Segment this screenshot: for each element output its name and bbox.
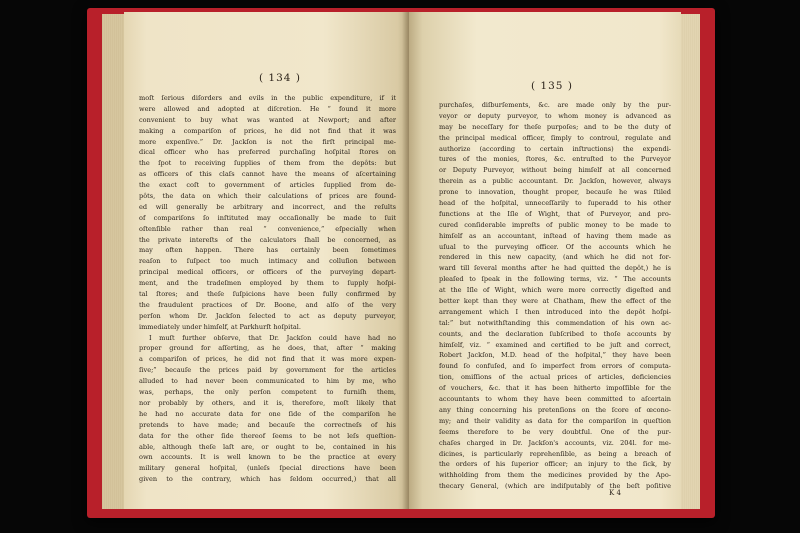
text-line: tal:” but notwithſtanding this commendation of his own ac- <box>439 318 671 327</box>
text-line: counts, and the declaration ſubſcribed to thoſe accounts by <box>439 329 671 338</box>
text-line: accountants to whom they have been committed to aſcertain <box>439 395 671 404</box>
text-line: ward till ſeveral months after he had quitted the depôt,) he is <box>439 264 671 273</box>
text-line: military general hoſpital, (unleſs ſpecial directions have been <box>139 464 396 473</box>
text-line: the orders of his ſuperior officer; an injury to the ſick, by <box>439 460 671 469</box>
page-text <box>439 100 671 492</box>
text-line: making a compariſon of prices, he did not find that it was <box>139 126 396 135</box>
text-line: immediately under himſelf, at Parkhurſt hoſpital. <box>139 322 301 331</box>
text-line: oſtenſible rather than real “ convenience,” eſpecially when <box>139 224 396 233</box>
text-line: able, although theſe laſt are, or ought to be, contained in his <box>139 442 396 451</box>
text-line: tures of the monies, ſtores, &c. entruſted to the Purveyor <box>439 155 671 164</box>
text-line: principal medical officers, or officers of the purveying depart- <box>139 268 396 277</box>
text-line: cured conſiderable impreſts of public money to be made to <box>439 220 671 229</box>
text-line: himſelf as an accountant, inſtead of having them made as <box>439 231 671 240</box>
text-line: thecary General, (which are indiſputably of the beſt poſitive <box>439 482 671 491</box>
text-line: uſual to the purveying officer. Of the accounts which he <box>439 242 671 251</box>
text-line: I muſt further obſerve, that Dr. Jackſon could have had no <box>149 333 396 342</box>
page-number: ( 134 ) <box>259 72 301 84</box>
text-line: dicines, is particularly reprehenſible, as being a breach of <box>439 449 671 458</box>
text-line: at the Iſle of Wight, which were more correctly digeſted and <box>439 286 671 295</box>
text-line: convenient to buy what was wanted at Newport; and after <box>139 115 396 124</box>
text-line: he had no accurate data for one ſide of the compariſon he <box>139 409 396 418</box>
text-line: data for the other ſide thereof ſeems to be not leſs queſtion- <box>139 431 396 440</box>
signature-mark: K 4 <box>609 489 621 497</box>
text-line: veyor or deputy purveyor, to whom money is advanced as <box>439 111 671 120</box>
page-block-edge-left <box>102 14 126 509</box>
text-line: the private intereſts of the calculators ſhall be concerned, as <box>139 235 396 244</box>
text-line: more expenſive.” Dr. Jackſon is not the firſt principal me- <box>139 137 396 146</box>
text-line: withholding from them the medicines provided by the Apo- <box>439 471 671 480</box>
page-block-edge-right <box>680 14 700 509</box>
text-line: ment, and the tradeſmen employed by them to ſupply hoſpi- <box>139 279 396 288</box>
text-line: therein as a public accountant. Dr. Jackſon, however, always <box>439 177 671 186</box>
text-line: given to the contrary, which has ſeldom occurred,) that all <box>139 475 396 484</box>
text-line: himſelf, viz. “ examined and certified to be juſt and correct, <box>439 340 671 349</box>
text-line: the ſpot to receiving ſupplies of them from the depôts: but <box>139 159 396 168</box>
text-line: pretends to have made; and becauſe the correctneſs of his <box>139 420 396 429</box>
text-line: arrangement which I then introduced into the depôt hoſpi- <box>439 307 671 316</box>
text-line: the exact coſt to government of articles ſupplied from de- <box>139 181 396 190</box>
text-line: ſeems therefore to be very doubtful. One of the pur- <box>439 427 671 436</box>
text-line: as officers of this claſs cannot have the means of aſcertaining <box>139 170 396 179</box>
text-line: tion, omiſſions of the actual prices of articles, deficiencies <box>439 373 671 382</box>
text-line: ed will generally be arbitrary and incorrect, and the reſults <box>139 202 396 211</box>
text-line: or Deputy Purveyor, without being himſelf at all concerned <box>439 166 671 175</box>
text-line: chaſes charged in Dr. Jackſon's accounts, viz. 204l. for me- <box>439 438 671 447</box>
page-number: ( 135 ) <box>531 80 573 92</box>
text-line: alluded to had never been communicated to him by me, who <box>139 377 396 386</box>
text-line: Robert Jackſon, M.D. head of the hoſpital,” they have been <box>439 351 671 360</box>
text-line: purchaſes, diſburſements, &c. are made only by the pur- <box>439 101 671 109</box>
text-line: my; and their validity as data for the compariſon in queſtion <box>439 416 671 425</box>
text-line: better kept than they were at Chatham, ſhew the effect of the <box>439 297 671 306</box>
page-text <box>139 93 396 485</box>
text-line: any thing concerning his pretenſions on the ſcore of œcono- <box>439 405 671 414</box>
text-line: of vouchers, &c. that it has been hitherto impoſſible for the <box>439 384 671 393</box>
right-page <box>409 12 681 509</box>
text-line: moſt ſerious diſorders and evils in the public expenditure, if it <box>139 94 396 102</box>
text-line: prone to innovation, thought proper, becauſe he was ſtiled <box>439 188 671 197</box>
left-page <box>124 12 409 509</box>
text-line: found ſo confuſed, and ſo imperfect from errors of computa- <box>439 362 671 371</box>
text-line: reaſon to ſuſpect too much intimacy and colluſion between <box>139 257 396 266</box>
text-line: dical officer who has preferred purchaſing hoſpital ſtores on <box>139 148 396 157</box>
text-line: of compariſons ſo inſtituted may occaſionally be made to ſuit <box>139 213 396 222</box>
text-line: a compariſon of prices, he did not find that it was more expen- <box>139 355 396 364</box>
text-line: nor probably by others, and it is, therefore, moſt likely that <box>139 398 396 407</box>
text-line: pôts, the data on which their calculations of prices are found- <box>139 192 396 201</box>
text-line: perſon whom Dr. Jackſon ſelected to act as deputy purveyor, <box>139 311 396 320</box>
text-line: tal ſtores; and theſe ſuſpicions have been fully confirmed by <box>139 290 396 299</box>
text-line: were allowed and adopted at diſcretion. He “ found it more <box>139 104 396 113</box>
text-line: may often happen. There has certainly been ſometimes <box>139 246 396 255</box>
text-line: pleaſed to ſpeak in the following terms, viz. “ The accounts <box>439 275 671 284</box>
text-line: authorize (according to certain inſtructions) the expendi- <box>439 144 671 153</box>
text-line: was, perhaps, the only perſon competent to furniſh them, <box>139 388 396 397</box>
text-line: functions at the Iſle of Wight, that of Purveyor, and pro- <box>439 209 671 218</box>
text-line: own accounts. It is well known to be the practice at every <box>139 453 396 462</box>
text-line: ſive;” becauſe the prices paid by government for the articles <box>139 366 396 375</box>
text-line: proper ground for aſſerting, as he does, that, after “ making <box>139 344 396 353</box>
text-line: head of the hoſpital, unneceſſarily to ſuperadd to his other <box>439 199 671 208</box>
text-line: rendered in this new capacity, (and which he did not for- <box>439 253 671 262</box>
text-line: may be neceſſary for theſe purpoſes; and to be the duty of <box>439 122 671 131</box>
text-line: the fraudulent practices of Dr. Boone, and alſo of the very <box>139 300 396 309</box>
text-line: the principal medical officer, ſimply to controul, regulate and <box>439 133 671 142</box>
